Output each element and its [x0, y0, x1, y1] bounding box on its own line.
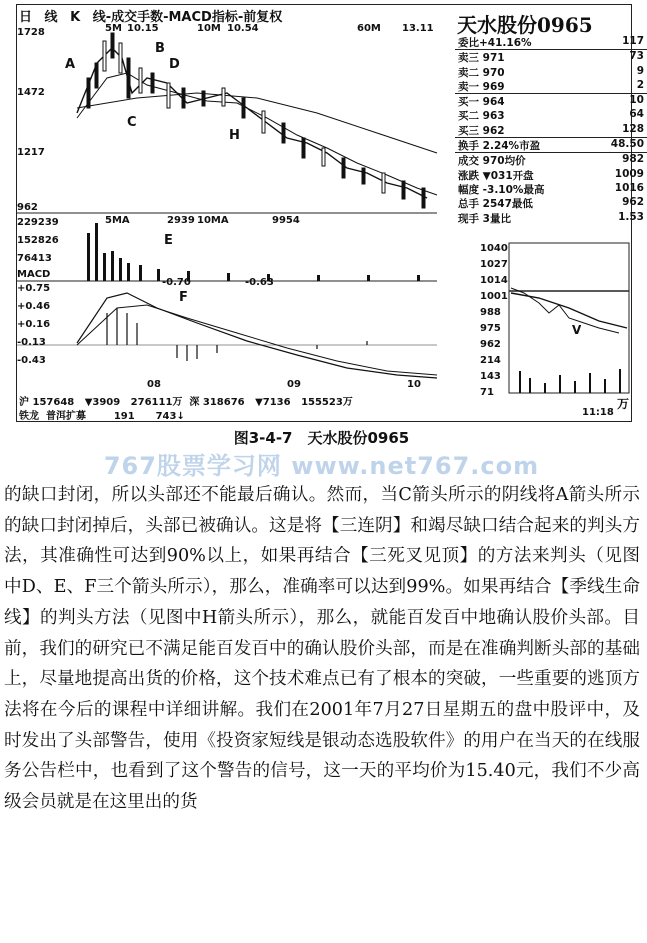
header-indicators: 线-成交手数-MACD指标-前复权: [92, 10, 283, 25]
quote-row: 买二 963 64: [458, 108, 644, 123]
mini-axis: 1040: [480, 243, 508, 254]
quote-row: 成交 970均价 982: [458, 153, 644, 168]
ma60-value: 13.11: [402, 23, 434, 34]
arrow-label-d: D: [169, 57, 180, 72]
volume-axis-229239: 229239: [17, 217, 59, 228]
stock-title: 天水股份0965: [457, 13, 593, 37]
intraday-mini-chart: [509, 243, 629, 393]
ma10-value: 10.54: [227, 23, 259, 34]
mini-axis: 1027: [480, 259, 508, 270]
mini-axis: 1001: [480, 291, 508, 302]
macd-axis-3: +0.16: [17, 319, 51, 330]
vol-ma10-value: 9954: [272, 215, 300, 226]
mini-axis: 975: [480, 323, 501, 334]
price-axis-1728: 1728: [17, 27, 45, 38]
arrow-label-h: H: [229, 128, 240, 143]
arrow-label-e: E: [164, 233, 173, 248]
macd-dea-line: [77, 305, 437, 375]
clock: 11:18: [582, 407, 614, 418]
status-bar-index: 沪 157648 ▼3909 276111万 深 318676 ▼7136 155523万: [19, 397, 353, 408]
quote-row: 买一 964 10: [458, 94, 644, 109]
macd-value-2: -0.63: [245, 277, 274, 288]
header-line: 线: [44, 10, 58, 25]
candles: [87, 33, 425, 208]
candlestick-chart: [17, 23, 437, 403]
mini-axis: 988: [480, 307, 501, 318]
header-k: K: [70, 10, 81, 25]
quote-row: 委比+41.16% 117: [458, 35, 644, 49]
vol-ma10-label: 10MA: [197, 215, 229, 226]
quote-row: 总手 2547最低 962: [458, 196, 644, 211]
arrow-label-c: C: [127, 115, 137, 130]
paragraph: 的缺口封闭，所以头部还不能最后确认。然而，当C箭头所示的阴线将A箭头所示的缺口封闭掉后，头部已被确认。这是将【三连阴】和竭尽缺口结合起来的判头方法，其准确性可达到90%以上，如果再结合【三死叉见顶】的方法来判头（见图中D、E、F三个箭头所示），那么，准确率可以达到99%。如果再结合【季线生命线】的判头方法（见图中H箭头所示），那么，就能百发百中地确认股价头部。目前，我们的研究已不满足能百发百中的确认股价头部，而是在准确判断头部的基础上，尽量地提高出货的价格，这个技术难点已有了根本的突破，一些重要的逃顶方法将在今后的课程中详细讲解。我们在2001年7月27日星期五的盘中股评中，及时发出了头部警告，使用《投资家短线是银动态选股软件》的用户在当天的在线服务公告栏中，也看到了这个警告的信号，这一天的平均价为15.40元，我们不少高级会员就是在这里出的货: [4, 485, 640, 813]
macd-axis-2: +0.46: [17, 301, 51, 312]
mini-axis: 71: [480, 387, 494, 398]
mini-axis: 962: [480, 339, 501, 350]
ma10-label: 10M: [197, 23, 221, 34]
quote-row: 卖一 969 2: [458, 78, 644, 93]
price-axis-1472: 1472: [17, 87, 45, 98]
price-axis-1217: 1217: [17, 147, 45, 158]
unit-label: 万: [617, 397, 630, 411]
mini-axis: 143: [480, 371, 501, 382]
macd-value-1: -0.70: [162, 277, 191, 288]
vol-ma5-value: 2939: [167, 215, 195, 226]
stock-chart-screenshot: [16, 4, 644, 422]
arrow-label-b: B: [155, 41, 165, 56]
body-text: [4, 480, 640, 818]
quote-row: 幅度 -3.10%最高 1016: [458, 181, 644, 196]
quote-row: 涨跌 ▼031开盘 1009: [458, 167, 644, 182]
quote-row: 买三 962 128: [458, 122, 644, 137]
header-period: 日: [19, 10, 33, 25]
figure-caption: 图3-4-7 天水股份0965: [233, 429, 410, 447]
quote-row: 卖三 971 73: [458, 50, 644, 65]
vol-ma5-label: 5MA: [105, 215, 130, 226]
date-09: 09: [287, 379, 301, 390]
arrow-label-f: F: [179, 290, 188, 305]
macd-axis-5: -0.43: [17, 355, 46, 366]
quote-row: 卖二 970 9: [458, 64, 644, 79]
volume-axis-76413: 76413: [17, 253, 52, 264]
ma5-label: 5M: [105, 23, 122, 34]
quote-row: 换手 2.24%市盈 48.50: [458, 138, 644, 153]
mini-axis: 1014: [480, 275, 508, 286]
status-bar-news: 铁龙 普洱扩募 191 743↓: [19, 411, 185, 422]
quote-row: 现手 3量比 1.53: [458, 210, 644, 225]
macd-histogram: [107, 308, 367, 361]
macd-axis-1: +0.75: [17, 283, 51, 294]
macd-label: MACD: [17, 269, 51, 280]
ma60-label: 60M: [357, 23, 381, 34]
macd-axis-4: -0.13: [17, 337, 46, 348]
price-axis-962: 962: [17, 202, 38, 213]
date-08: 08: [147, 379, 161, 390]
macd-dif-line: [77, 293, 437, 378]
mini-arrow-label: V: [572, 323, 582, 337]
watermark: 767股票学习网 www.net767.com: [103, 452, 540, 480]
arrow-label-a: A: [65, 57, 76, 72]
volume-bars: [87, 223, 420, 281]
quote-panel: [455, 35, 647, 225]
date-10: 10: [407, 379, 421, 390]
ma5-value: 10.15: [127, 23, 159, 34]
volume-axis-152826: 152826: [17, 235, 59, 246]
mini-axis: 214: [480, 355, 501, 366]
